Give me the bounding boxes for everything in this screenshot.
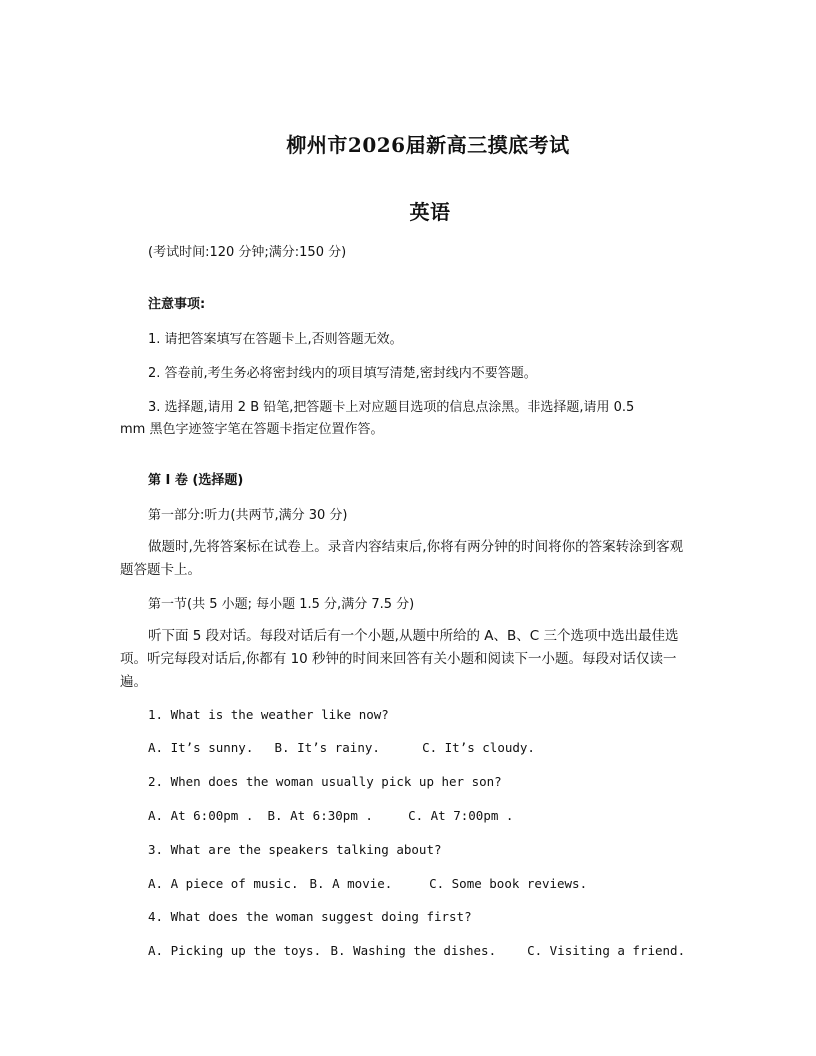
question-options xyxy=(148,740,535,755)
option-c: C. It’s cloudy. xyxy=(422,740,535,755)
section-title: 第一部分:听力(共两节,满分 30 分) xyxy=(148,508,348,523)
question-options xyxy=(148,943,685,958)
note-item: 3. 选择题,请用 2 B 铅笔,把答题卡上对应题目选项的信息点涂黑。非选择题,请用 0.5 xyxy=(148,400,635,415)
exam-time-info: (考试时间:120 分钟;满分:150 分) xyxy=(148,245,347,260)
question-stem: 2. When does the woman usually pick up her son? xyxy=(148,774,502,789)
option-a: A. At 6:00pm . xyxy=(148,808,254,823)
option-a: A. A piece of music. xyxy=(148,876,299,891)
exam-title: 柳州市2026届新高三摸底考试 xyxy=(286,133,570,157)
question-stem: 3. What are the speakers talking about? xyxy=(148,842,442,857)
option-a: A. It’s sunny. xyxy=(148,740,254,755)
subsection-title: 第一节(共 5 小题; 每小题 1.5 分,满分 7.5 分) xyxy=(148,597,415,612)
subsection-instructions: 听下面 5 段对话。每段对话后有一个小题,从题中所给的 A、B、C 三个选项中选出最佳选项。听完每段对话后,你都有 10 秒钟的时间来回答有关小题和阅读下一小题。每段对话仅读一遍。 xyxy=(120,628,679,690)
question-options xyxy=(148,808,513,823)
note-item-continuation: mm 黑色字迹签字笔在答题卡指定位置作答。 xyxy=(120,422,384,437)
volume-heading: 第 I 卷 (选择题) xyxy=(148,473,244,488)
note-item: 2. 答卷前,考生务必将密封线内的项目填写清楚,密封线内不要答题。 xyxy=(148,366,537,381)
subject-title: 英语 xyxy=(409,200,451,224)
question-stem: 1. What is the weather like now? xyxy=(148,707,389,722)
option-a: A. Picking up the toys. xyxy=(148,943,322,958)
option-b: B. At 6:30pm . xyxy=(267,808,373,823)
option-b: B. A movie. xyxy=(309,876,393,891)
option-c: C. Some book reviews. xyxy=(429,876,588,891)
option-c: C. Visiting a friend. xyxy=(527,943,686,958)
section-intro: 做题时,先将答案标在试卷上。录音内容结束后,你将有两分钟的时间将你的答案转涂到客观题答题卡上。 xyxy=(120,539,684,578)
option-b: B. It’s rainy. xyxy=(274,740,380,755)
question-stem: 4. What does the woman suggest doing first? xyxy=(148,909,472,924)
option-b: B. Washing the dishes. xyxy=(330,943,497,958)
note-item: 1. 请把答案填写在答题卡上,否则答题无效。 xyxy=(148,332,403,347)
notes-heading: 注意事项: xyxy=(148,297,206,312)
option-c: C. At 7:00pm . xyxy=(408,808,514,823)
question-options xyxy=(148,876,587,891)
